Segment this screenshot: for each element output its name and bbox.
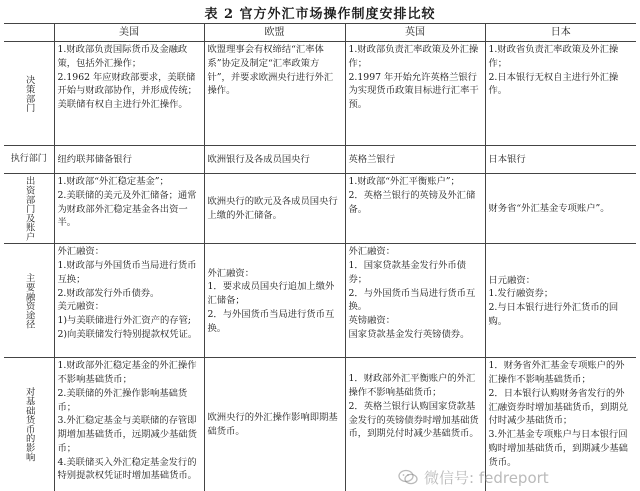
cell-us-financing: 外汇融资： 1.财政部与外国货币当局进行货币互换； 2.财政部发行外币债券。 美元融资： 1)与美联储进行外汇资产的存管; 2)向美联储发行特别提款权凭证。	[54, 244, 204, 358]
cell-uk-execution: 英格兰银行	[345, 146, 485, 174]
wechat-icon	[398, 469, 418, 485]
table-title: 表 2 官方外汇市场操作制度安排比较	[204, 7, 436, 22]
header-jp: 日本	[485, 24, 636, 42]
cell-uk-decision: 1.财政部负责汇率政策及外汇操作； 2.1997 年开始允许英格兰银行为实现货币政策目标进行汇率干预。	[345, 42, 485, 146]
cell-uk-financing: 外汇融资： 1．国家贷款基金发行外币债券； 2．与外国货币当局进行货币互换。 英镑融资： 国家贷款基金发行英镑债券。	[345, 244, 485, 358]
comparison-table	[4, 23, 636, 491]
cell-us-funding-account: 1.财政部“外汇稳定基金”； 2.美联储的美元及外汇储备；通常为财政部外汇稳定基金各出资一半。	[54, 174, 204, 244]
row-label-funding-account: 出资部门及账户	[4, 174, 54, 244]
cell-eu-execution: 欧洲银行及各成员国央行	[204, 146, 345, 174]
cell-jp-base-money: 1．财务省外汇基金专项账户的外汇操作不影响基础货币； 2．日本银行认购财务省发行的外汇融资券时增加基础货币，到期兑付时减少基础货币； 3.外汇基金专项账户与日本银行回购时增加基础货币，到期减少基础货币。	[485, 358, 636, 491]
cell-uk-base-money: 1．财政部外汇平衡账户的外汇操作不影响基础货币； 2．英格兰银行认购国家贷款基金发行的英镑债券时增加基础货币，到期兑付时减少基础货币。	[345, 358, 485, 491]
cell-eu-decision: 欧盟理事会有权缔结“汇率体系”协定及制定“汇率政策方针”，并要求欧洲央行进行外汇操作。	[204, 42, 345, 146]
cell-eu-financing: 外汇融资： 1．要求成员国央行追加上缴外汇储备； 2．与外国货币当局进行货币互换。	[204, 244, 345, 358]
header-uk: 英国	[345, 24, 485, 42]
cell-jp-execution: 日本银行	[485, 146, 636, 174]
cell-us-decision: 1.财政部负责国际货币及金融政策，包括外汇操作； 2.1962 年应财政部要求，美联储开始与财政部协作，并形成传统；美联储有权自主进行外汇操作。	[54, 42, 204, 146]
cell-eu-base-money: 欧洲央行的外汇操作影响即期基础货币。	[204, 358, 345, 491]
cell-jp-financing: 日元融资： 1.发行融资券； 2.与日本银行进行外汇货币的回购。	[485, 244, 636, 358]
row-label-decision: 决策部门	[4, 42, 54, 146]
cell-uk-funding-account: 1.财政部“外汇平衡账户”； 2．英格兰银行的英镑及外汇储备。	[345, 174, 485, 244]
cell-eu-funding-account: 欧洲央行的欧元及各成员国央行上缴的外汇储备。	[204, 174, 345, 244]
row-label-execution: 执行部门	[4, 146, 54, 174]
cell-us-base-money: 1.财政部外汇稳定基金的外汇操作不影响基础货币； 2.美联储的外汇操作影响基础货币； 3.外汇稳定基金与美联储的存管即期增加基础货币，远期减少基础货币； 4.美联储买入外汇稳定基金发行的特别提款权凭证时增加基础货币。	[54, 358, 204, 491]
table-row	[4, 146, 636, 174]
table-row	[4, 42, 636, 146]
table-row	[4, 244, 636, 358]
wechat-watermark	[398, 466, 634, 488]
cell-jp-decision: 1.财政省负责汇率政策及外汇操作； 2.日本银行无权自主进行外汇操作。	[485, 42, 636, 146]
header-corner	[4, 24, 54, 42]
header-us: 美国	[54, 24, 204, 42]
watermark-text: 微信号: fedreport	[424, 468, 549, 487]
row-label-financing: 主要融资途径	[4, 244, 54, 358]
row-label-base-money: 对基础货币的影响	[4, 358, 54, 491]
table-row	[4, 174, 636, 244]
cell-jp-funding-account: 财务省“外汇基金专项账户”。	[485, 174, 636, 244]
cell-us-execution: 纽约联邦储备银行	[54, 146, 204, 174]
header-eu: 欧盟	[204, 24, 345, 42]
